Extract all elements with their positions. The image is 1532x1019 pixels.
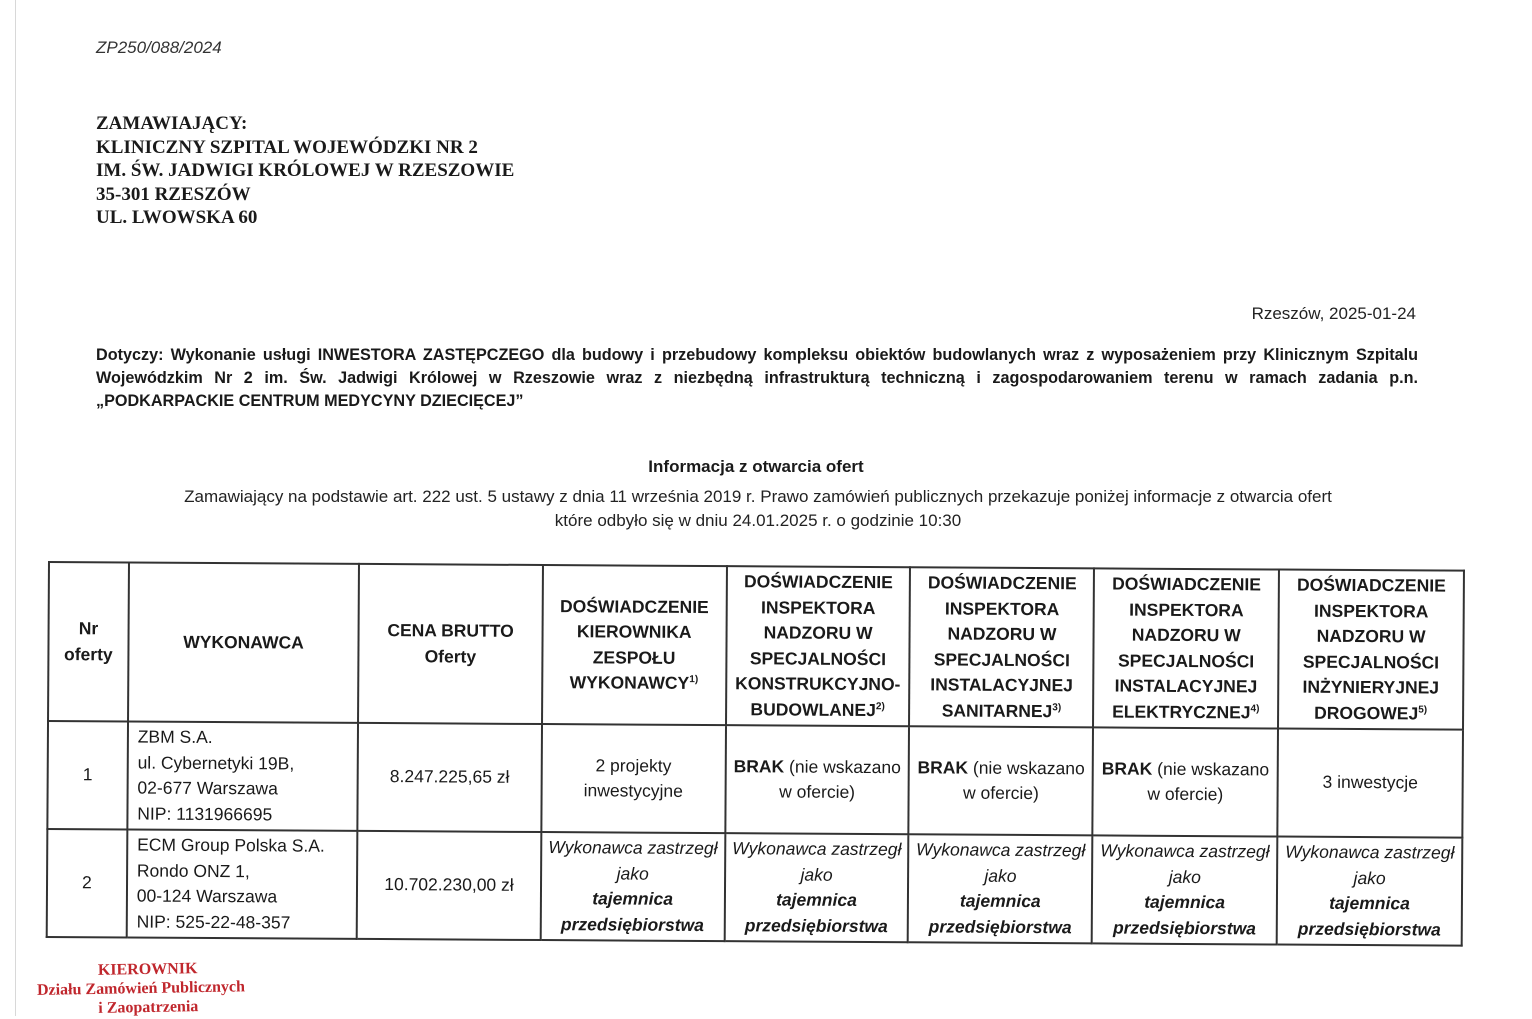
- secret-bold: tajemnica przedsiębiorstwa: [928, 890, 1072, 937]
- place-date: Rzeszów, 2025-01-24: [1251, 304, 1416, 323]
- cell-contractor: [127, 721, 358, 830]
- footnote-marker: 3): [1052, 701, 1062, 713]
- stamp-line: KIEROWNIK: [97, 960, 198, 979]
- table-row: [47, 829, 1463, 946]
- address-line: ZAMAWIAJĄCY:: [96, 113, 248, 134]
- header-label: DOŚWIADCZENIE INSPEKTORA NADZORU W SPECJALNOŚCI INSTALACYJNEJ ELEKTRYCZNEJ: [1112, 573, 1262, 722]
- offers-table: [46, 561, 1465, 947]
- contractor-line: ul. Cybernetyki 19B,: [137, 752, 295, 774]
- stamp-line: i Zaopatrzenia: [98, 998, 199, 1017]
- cell-contractor: [127, 829, 358, 938]
- cell-exp-construction: [724, 833, 909, 942]
- header-label: DOŚWIADCZENIE INSPEKTORA NADZORU W SPECJALNOŚCI INŻYNIERYJNEJ DROGOWEJ: [1296, 574, 1446, 723]
- header-exp-sanitary: [909, 567, 1094, 727]
- cell-exp-sanitary: [908, 834, 1092, 943]
- cell-exp-electrical: [1092, 835, 1277, 944]
- subject-paragraph: Dotyczy: Wykonanie usługi INWESTORA ZASTĘPCZEGO dla budowy i przebudowy kompleksu obiektów budowlanych wraz z wyposażeniem przy Klinicznym Szpitalu Wojewódzkim Nr 2 im. Św. Jadwigi Królowej w Rzeszowie wraz z niezbędną infrastrukturą techniczną i zagospodarowaniem terenu w ramach zadania p.n. „PODKARPACKIE CENTRUM MEDYCYNY DZIECIĘCEJ”: [96, 346, 1418, 410]
- cell-nr: 2: [47, 829, 128, 937]
- cell-exp-construction: [725, 725, 910, 834]
- cell-exp-sanitary: [909, 726, 1093, 835]
- contractor-line: Rondo ONZ 1,: [136, 860, 250, 881]
- footnote-marker: 4): [1250, 703, 1260, 715]
- secret-prefix: Wykonawca zastrzegł jako: [732, 838, 902, 885]
- header-nr: Nr oferty: [48, 562, 129, 721]
- header-exp-construction: [726, 566, 911, 726]
- header-label: DOŚWIADCZENIE KIEROWNIKA ZESPOŁU WYKONAWCY: [559, 595, 709, 693]
- brak-label: BRAK: [1101, 757, 1153, 779]
- secret-bold: tajemnica przedsiębiorstwa: [1112, 891, 1257, 938]
- header-label: DOŚWIADCZENIE INSPEKTORA NADZORU W SPECJALNOŚCI KONSTRUKCYJNO-BUDOWLANEJ: [735, 571, 901, 720]
- footnote-marker: 5): [1418, 704, 1428, 716]
- cell-price: 10.702.230,00 zł: [357, 831, 541, 940]
- brak-note: (nie wskazano w ofercie): [962, 757, 1085, 804]
- contractor-line: 02-677 Warszawa: [137, 777, 278, 799]
- brak-note: (nie wskazano w ofercie): [1147, 758, 1270, 805]
- contractor-line: NIP: 525-22-48-357: [136, 911, 291, 932]
- header-exp-electrical: [1093, 568, 1279, 728]
- info-title: Informacja z otwarcia ofert: [648, 457, 864, 476]
- header-label: DOŚWIADCZENIE INSPEKTORA NADZORU W SPECJALNOŚCI INSTALACYJNEJ SANITARNEJ: [927, 572, 1077, 721]
- cell-exp-road: 3 inwestycje: [1277, 729, 1463, 838]
- brak-label: BRAK: [917, 756, 969, 778]
- signature-stamp: [28, 958, 269, 1019]
- cell-price: 8.247.225,65 zł: [358, 723, 542, 832]
- footnote-marker: 2): [875, 700, 885, 712]
- reference-number: ZP250/088/2024: [96, 38, 222, 57]
- footnote-marker: 1): [689, 674, 699, 686]
- header-contractor: WYKONAWCA: [128, 562, 359, 722]
- secret-prefix: Wykonawca zastrzegł jako: [1285, 841, 1455, 888]
- contractor-line: ZBM S.A.: [137, 726, 213, 748]
- secret-bold: tajemnica przedsiębiorstwa: [560, 888, 704, 935]
- cell-exp-manager: 2 projekty inwestycyjne: [541, 724, 725, 833]
- info-line: które odbyło się w dniu 24.01.2025 r. o godzinie 10:30: [554, 511, 962, 530]
- cell-exp-road: [1277, 837, 1463, 946]
- table-header-row: [48, 562, 1464, 730]
- brak-note: (nie wskazano w ofercie): [779, 756, 901, 802]
- secret-prefix: Wykonawca zastrzegł jako: [548, 837, 718, 884]
- cell-nr: 1: [47, 721, 128, 829]
- header-exp-manager: [542, 565, 727, 725]
- contractor-line: 00-124 Warszawa: [136, 885, 278, 907]
- contracting-authority-address: [96, 112, 514, 230]
- page-edge: [15, 0, 16, 1016]
- contractor-line: ECM Group Polska S.A.: [137, 834, 325, 856]
- contractor-line: NIP: 1131966695: [137, 803, 273, 824]
- stamp-line: Działu Zamówień Publicznych: [36, 978, 246, 999]
- address-line: 35-301 RZESZÓW: [96, 183, 251, 205]
- address-line: UL. LWOWSKA 60: [96, 207, 258, 228]
- table-row: [47, 721, 1463, 838]
- info-line: Zamawiający na podstawie art. 222 ust. 5 ustawy z dnia 11 września 2019 r. Prawo zamówień publicznych przekazuje poniżej informacje z otwarcia ofert: [184, 487, 1332, 506]
- secret-prefix: Wykonawca zastrzegł jako: [915, 839, 1086, 886]
- info-body: [108, 485, 1408, 533]
- secret-prefix: Wykonawca zastrzegł jako: [1100, 840, 1270, 887]
- cell-exp-electrical: [1093, 727, 1278, 836]
- secret-bold: tajemnica przedsiębiorstwa: [744, 889, 888, 936]
- cell-exp-manager: [540, 832, 724, 941]
- address-line: IM. ŚW. JADWIGI KRÓLOWEJ W RZESZOWIE: [96, 160, 515, 181]
- header-exp-road: [1278, 570, 1464, 730]
- address-line: KLINICZNY SZPITAL WOJEWÓDZKI NR 2: [96, 136, 478, 158]
- brak-label: BRAK: [733, 755, 785, 777]
- header-price: CENA BRUTTO Oferty: [358, 564, 543, 724]
- secret-bold: tajemnica przedsiębiorstwa: [1297, 892, 1441, 940]
